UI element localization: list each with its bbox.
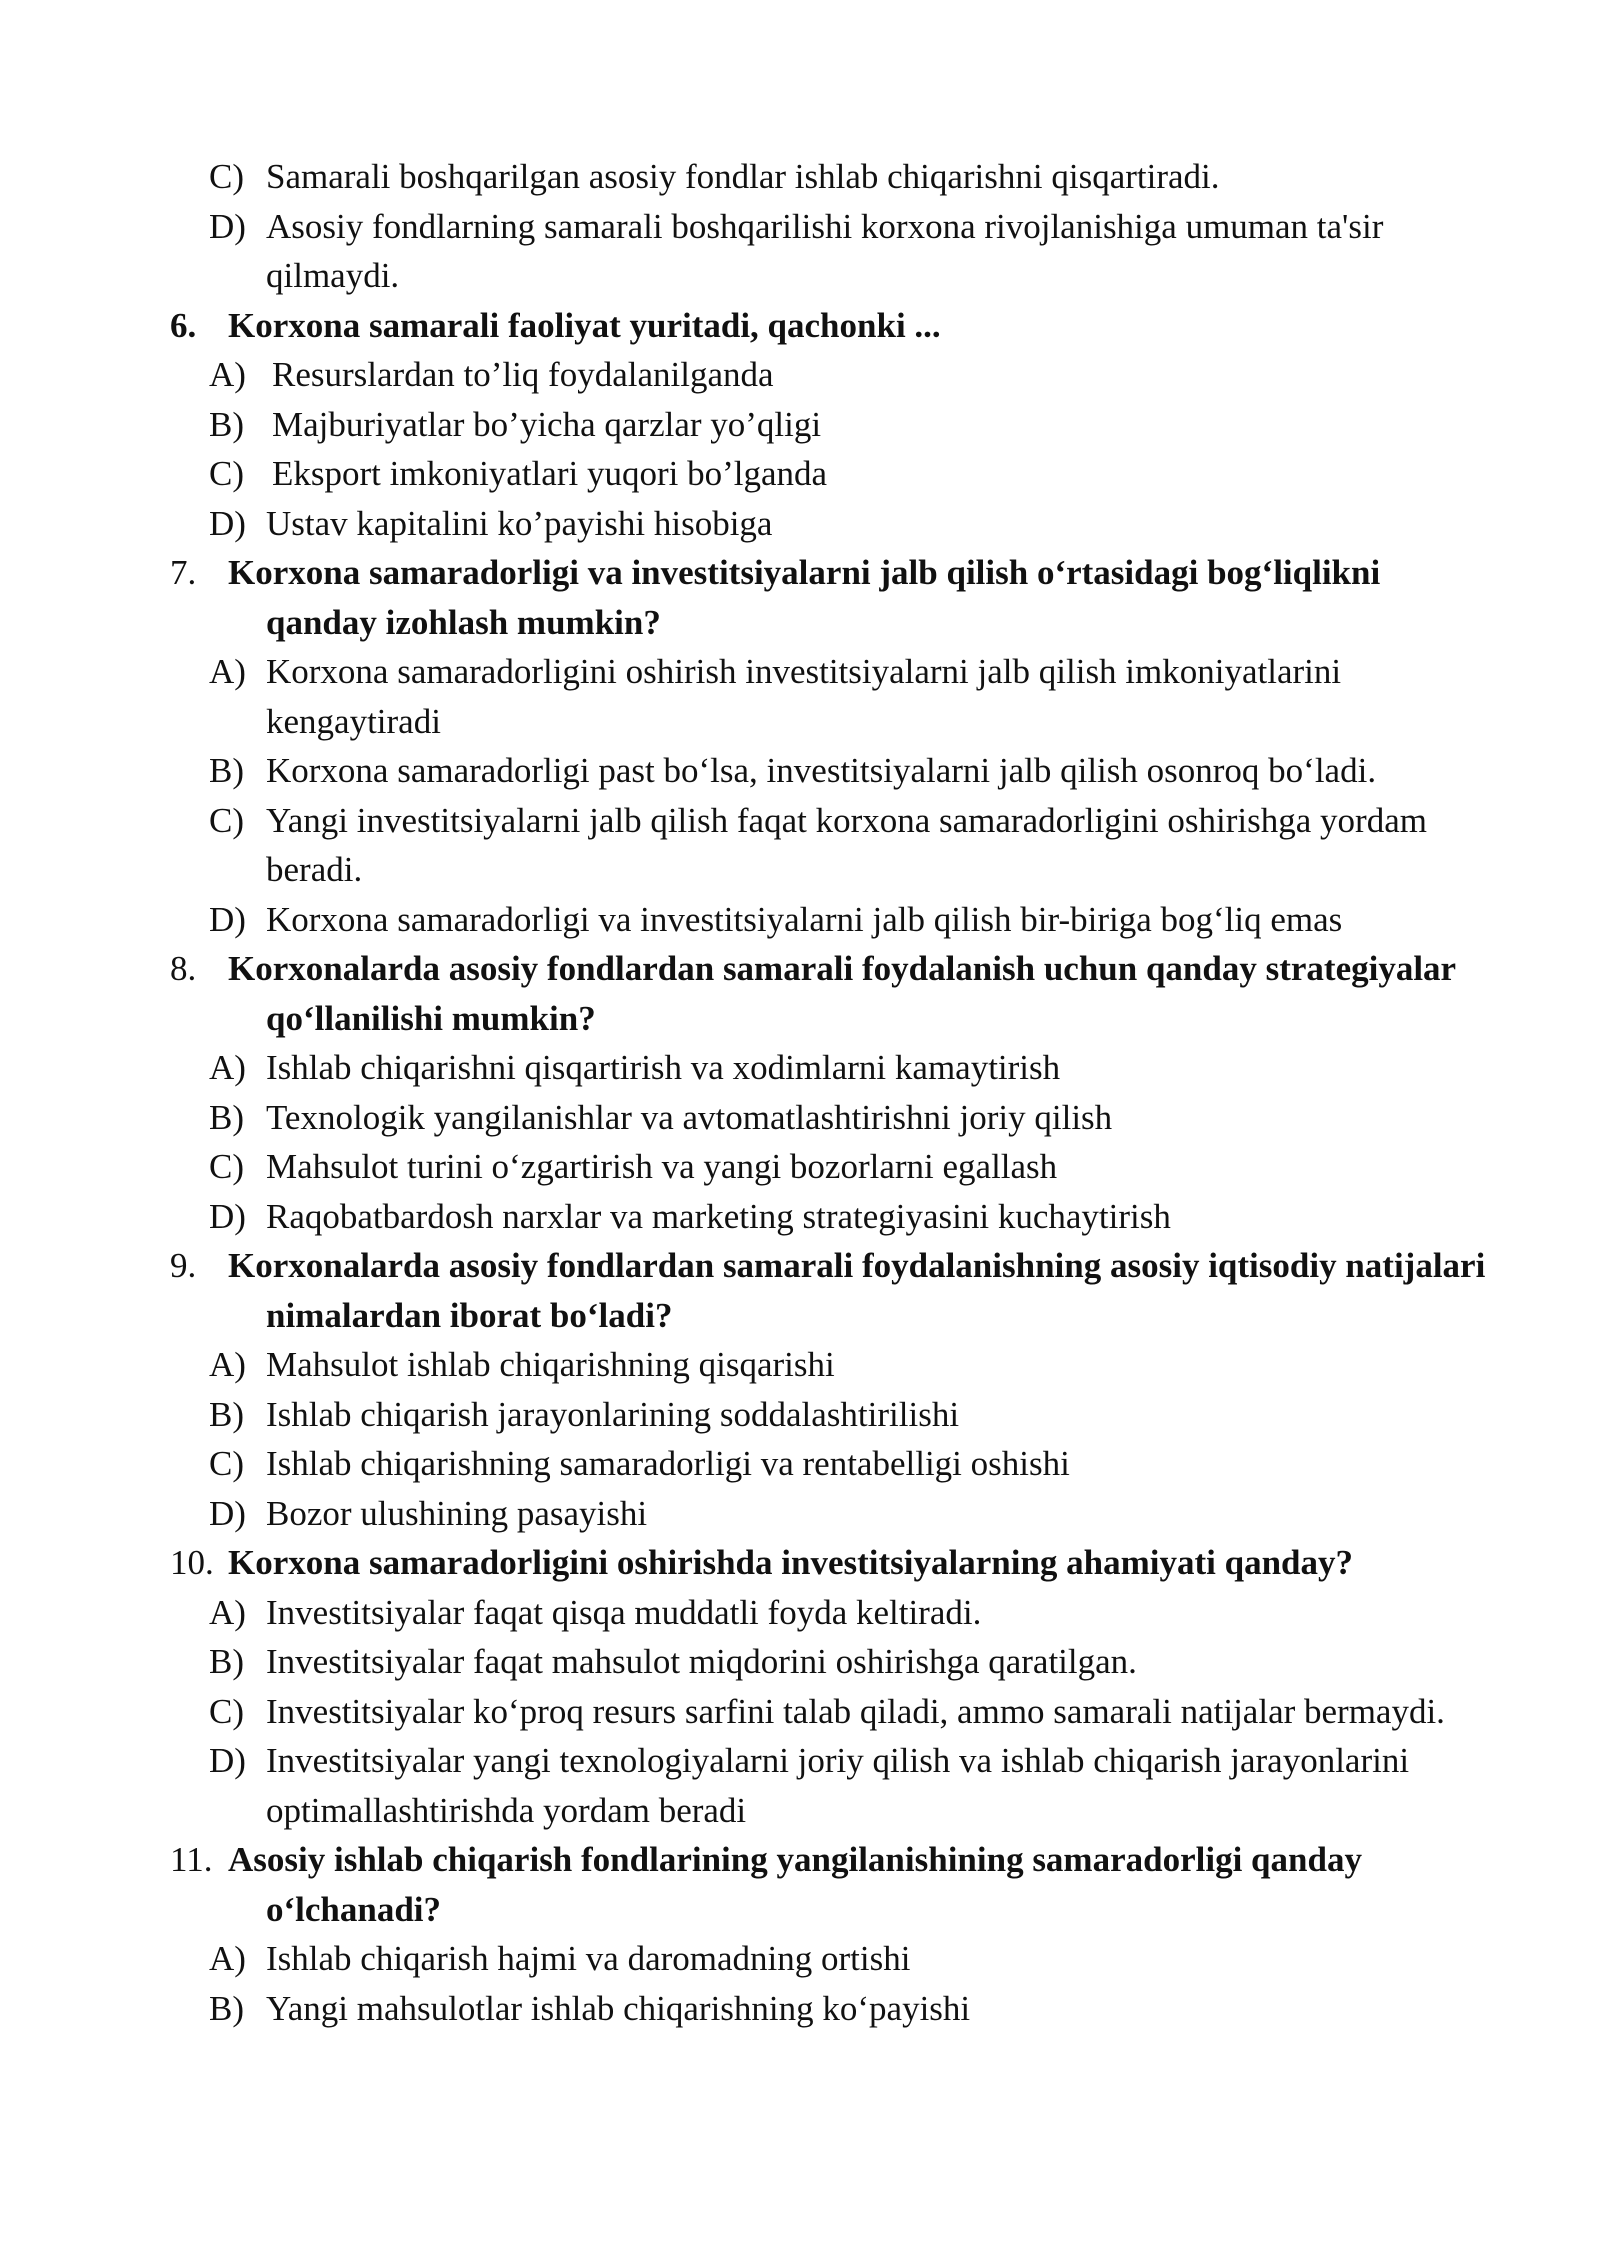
- option-8-b: [0, 1093, 1600, 1143]
- option-text: Ishlab chiqarish jarayonlarining soddalashtirilishi: [266, 1394, 960, 1434]
- option-text: Ustav kapitalini ko’payishi hisobiga: [266, 503, 773, 543]
- option-9-c: [0, 1439, 1600, 1489]
- option-text: Resurslardan to’liq foydalanilganda: [272, 355, 774, 394]
- option-8-a: [0, 1043, 1600, 1093]
- option-letter: B): [209, 1097, 244, 1137]
- question-list: [0, 152, 1600, 2033]
- question-number: 11.: [170, 1840, 213, 1879]
- option-5-c: [0, 152, 1600, 202]
- option-text: Investitsiyalar yangi texnologiyalarni joriy qilish va ishlab chiqarish jarayonlarini optimallashtirishda yordam beradi: [266, 1741, 1410, 1830]
- option-letter: B): [209, 1394, 244, 1434]
- option-letter: A): [209, 1345, 246, 1384]
- question-number: 6.: [170, 305, 197, 345]
- question-8: [0, 944, 1600, 1043]
- option-8-d: [0, 1192, 1600, 1242]
- option-text: Majburiyatlar bo’yicha qarzlar yo’qligi: [272, 404, 822, 444]
- question-6: [0, 301, 1600, 351]
- question-text: Korxona samaradorligi va investitsiyalarni jalb qilish o‘rtasidagi bog‘liqlikni qanday izohlash mumkin?: [228, 553, 1381, 642]
- option-text: Raqobatbardosh narxlar va marketing strategiyasini kuchaytirish: [266, 1196, 1171, 1236]
- option-text: Eksport imkoniyatlari yuqori bo’lganda: [272, 454, 828, 493]
- option-letter: D): [209, 206, 246, 246]
- option-6-c: [0, 449, 1600, 499]
- option-letter: D): [209, 899, 246, 939]
- option-text: Investitsiyalar faqat mahsulot miqdorini oshirishga qaratilgan.: [266, 1642, 1137, 1681]
- option-5-d: [0, 202, 1600, 301]
- option-text: Investitsiyalar ko‘proq resurs sarfini talab qiladi, ammo samarali natijalar bermaydi.: [266, 1691, 1445, 1731]
- option-text: Yangi investitsiyalarni jalb qilish faqat korxona samaradorligini oshirishga yordam beradi.: [266, 800, 1427, 889]
- option-11-a: [0, 1934, 1600, 1984]
- question-number: 9.: [170, 1246, 197, 1285]
- question-text: Korxonalarda asosiy fondlardan samarali foydalanish uchun qanday strategiyalar qo‘llanilishi mumkin?: [228, 949, 1456, 1038]
- option-text: Korxona samaradorligi past bo‘lsa, investitsiyalarni jalb qilish osonroq bo‘ladi.: [266, 751, 1377, 790]
- option-letter: C): [209, 1147, 244, 1186]
- option-text: Bozor ulushining pasayishi: [266, 1493, 648, 1533]
- option-letter: D): [209, 1741, 246, 1780]
- option-letter: A): [209, 652, 246, 691]
- option-text: Samarali boshqarilgan asosiy fondlar ishlab chiqarishni qisqartiradi.: [266, 157, 1220, 196]
- option-7-c: [0, 796, 1600, 895]
- option-text: Korxona samaradorligini oshirish investitsiyalarni jalb qilish imkoniyatlarini kengaytiradi: [266, 652, 1342, 741]
- question-number: 10.: [170, 1543, 214, 1582]
- option-letter: C): [209, 1691, 244, 1731]
- question-text: Korxonalarda asosiy fondlardan samarali foydalanishning asosiy iqtisodiy natijalari nimalardan iborat bo‘ladi?: [228, 1246, 1486, 1335]
- question-number: 7.: [170, 553, 197, 592]
- option-text: Yangi mahsulotlar ishlab chiqarishning ko‘payishi: [266, 1988, 971, 2028]
- question-10: [0, 1538, 1600, 1588]
- option-10-b: [0, 1637, 1600, 1687]
- option-letter: C): [209, 800, 244, 840]
- option-letter: D): [209, 1493, 246, 1533]
- option-letter: A): [209, 355, 246, 394]
- option-letter: C): [209, 157, 244, 196]
- option-7-a: [0, 647, 1600, 746]
- option-text: Asosiy fondlarning samarali boshqarilishi korxona rivojlanishiga umuman ta'sir qilmaydi.: [266, 206, 1384, 295]
- option-text: Ishlab chiqarishni qisqartirish va xodimlarni kamaytirish: [266, 1048, 1061, 1087]
- option-7-b: [0, 746, 1600, 796]
- option-letter: C): [209, 1444, 244, 1483]
- question-text: Asosiy ishlab chiqarish fondlarining yangilanishining samaradorligi qanday o‘lchanadi?: [228, 1840, 1362, 1929]
- option-text: Mahsulot ishlab chiqarishning qisqarishi: [266, 1345, 835, 1384]
- option-letter: D): [209, 503, 246, 543]
- option-9-a: [0, 1340, 1600, 1390]
- option-6-b: [0, 400, 1600, 450]
- option-letter: C): [209, 454, 244, 493]
- option-10-d: [0, 1736, 1600, 1835]
- option-letter: B): [209, 1988, 244, 2028]
- option-text: Korxona samaradorligi va investitsiyalarni jalb qilish bir-biriga bog‘liq emas: [266, 899, 1343, 939]
- option-text: Ishlab chiqarishning samaradorligi va rentabelligi oshishi: [266, 1444, 1070, 1483]
- option-text: Ishlab chiqarish hajmi va daromadning ortishi: [266, 1939, 911, 1978]
- option-letter: A): [209, 1939, 246, 1978]
- option-6-a: [0, 350, 1600, 400]
- question-number: 8.: [170, 949, 197, 988]
- option-9-b: [0, 1390, 1600, 1440]
- option-letter: B): [209, 751, 244, 790]
- question-9: [0, 1241, 1600, 1340]
- option-text: Mahsulot turini o‘zgartirish va yangi bozorlarni egallash: [266, 1147, 1058, 1186]
- question-11: [0, 1835, 1600, 1934]
- option-letter: D): [209, 1196, 246, 1236]
- option-8-c: [0, 1142, 1600, 1192]
- option-10-a: [0, 1588, 1600, 1638]
- option-letter: B): [209, 1642, 244, 1681]
- option-letter: A): [209, 1592, 246, 1632]
- option-7-d: [0, 895, 1600, 945]
- option-letter: B): [209, 404, 244, 444]
- option-9-d: [0, 1489, 1600, 1539]
- option-10-c: [0, 1687, 1600, 1737]
- option-text: Investitsiyalar faqat qisqa muddatli foyda keltiradi.: [266, 1592, 982, 1632]
- question-text: Korxona samaradorligini oshirishda investitsiyalarning ahamiyati qanday?: [228, 1543, 1354, 1582]
- option-letter: A): [209, 1048, 246, 1087]
- option-6-d: [0, 499, 1600, 549]
- option-11-b: [0, 1984, 1600, 2034]
- option-text: Texnologik yangilanishlar va avtomatlashtirishni joriy qilish: [266, 1097, 1113, 1137]
- question-text: Korxona samarali faoliyat yuritadi, qachonki ...: [228, 305, 941, 345]
- question-7: [0, 548, 1600, 647]
